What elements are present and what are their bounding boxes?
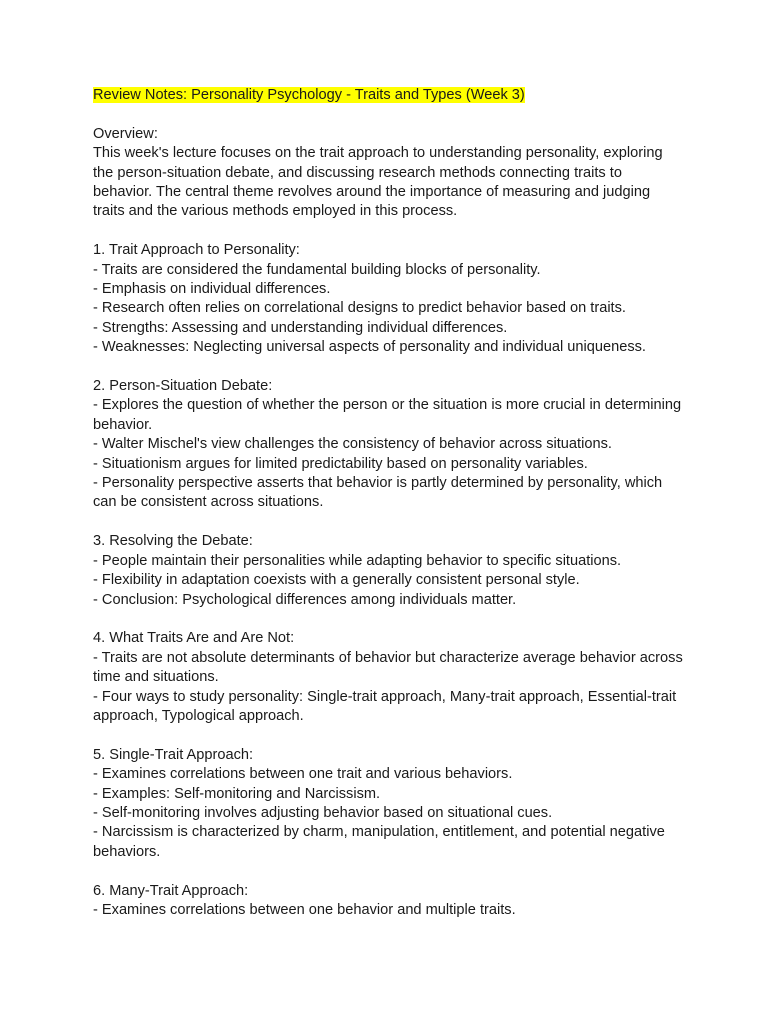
bullet-item: - Examines correlations between one trait and various behaviors.: [93, 766, 513, 783]
bullet-item: - Weaknesses: Neglecting universal aspects of personality and individual uniqueness.: [93, 339, 646, 356]
bullet-item: - Strengths: Assessing and understanding individual differences.: [93, 319, 508, 336]
section-heading: 3. Resolving the Debate:: [93, 533, 253, 550]
bullet-item: - Examines correlations between one behavior and multiple traits.: [93, 901, 516, 918]
sections-container: [93, 241, 683, 920]
spacer: [93, 358, 683, 377]
section-4: [93, 629, 683, 745]
section-heading: 6. Many-Trait Approach:: [93, 882, 249, 899]
spacer: [93, 513, 683, 532]
bullet-item: - Flexibility in adaptation coexists with a generally consistent personal style.: [93, 572, 580, 589]
section-6: [93, 882, 683, 921]
section-heading: 4. What Traits Are and Are Not:: [93, 630, 295, 647]
spacer: [93, 105, 683, 124]
bullet-item: - Examples: Self-monitoring and Narcissism.: [93, 785, 381, 802]
bullet-item: - Four ways to study personality: Single-trait approach, Many-trait approach, Essential-trait approach, Typological approach.: [93, 688, 677, 724]
section-5: [93, 746, 683, 882]
spacer: [93, 222, 683, 241]
spacer: [93, 862, 683, 881]
document-page: [93, 86, 683, 920]
section-heading: 5. Single-Trait Approach:: [93, 746, 254, 763]
spacer: [93, 726, 683, 745]
bullet-item: - People maintain their personalities while adapting behavior to specific situations.: [93, 552, 622, 569]
document-title: Review Notes: Personality Psychology - Traits and Types (Week 3): [93, 87, 525, 103]
bullet-item: - Personality perspective asserts that behavior is partly determined by personality, which can be consistent across situations.: [93, 475, 663, 511]
title-line: [93, 86, 683, 105]
section-heading: 1. Trait Approach to Personality:: [93, 242, 300, 259]
section-3: [93, 532, 683, 629]
section-2: [93, 377, 683, 532]
bullet-item: - Traits are considered the fundamental building blocks of personality.: [93, 261, 541, 278]
section-heading: 2. Person-Situation Debate:: [93, 378, 273, 395]
overview-heading: Overview:: [93, 125, 158, 142]
bullet-item: - Explores the question of whether the person or the situation is more crucial in determining behavior.: [93, 397, 682, 433]
section-1: [93, 241, 683, 377]
bullet-item: - Emphasis on individual differences.: [93, 281, 331, 298]
bullet-item: - Research often relies on correlational designs to predict behavior based on traits.: [93, 300, 626, 317]
bullet-item: - Narcissism is characterized by charm, manipulation, entitlement, and potential negative behaviors.: [93, 824, 665, 860]
bullet-item: - Conclusion: Psychological differences among individuals matter.: [93, 591, 517, 608]
bullet-item: - Traits are not absolute determinants of behavior but characterize average behavior across time and situations.: [93, 649, 683, 686]
spacer: [93, 610, 683, 629]
bullet-item: - Walter Mischel's view challenges the consistency of behavior across situations.: [93, 436, 612, 453]
bullet-item: - Situationism argues for limited predictability based on personality variables.: [93, 455, 588, 472]
bullet-item: - Self-monitoring involves adjusting behavior based on situational cues.: [93, 804, 553, 821]
overview-text: This week's lecture focuses on the trait approach to understanding personality, exploring the person-situation debate, and discussing research methods connecting traits to behavior. The central theme revolves around the importance of measuring and judging traits and the various methods employed in this process.: [93, 145, 663, 220]
